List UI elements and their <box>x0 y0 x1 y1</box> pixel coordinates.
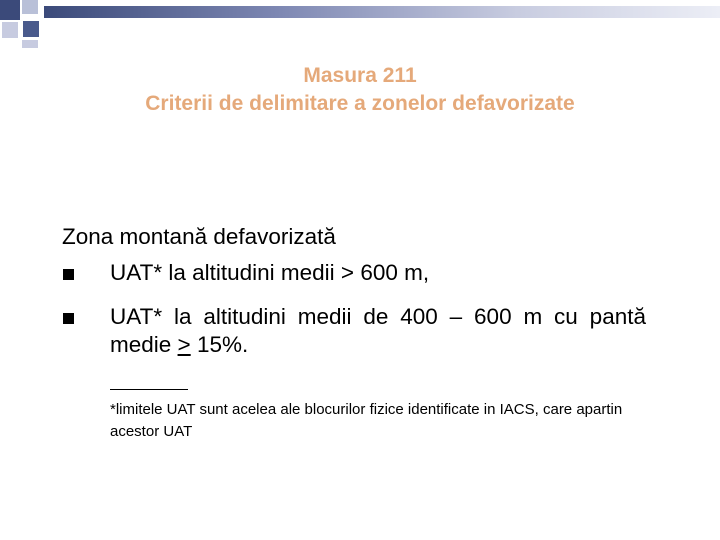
decor-square <box>20 18 42 40</box>
bullet-text: UAT* la altitudini medii > 600 m, <box>110 260 430 285</box>
footnote: *limitele UAT sunt acelea ale blocurilor fizice identificate in IACS, care apartin acestor UAT <box>110 401 623 440</box>
footnote-divider <box>110 389 188 390</box>
square-bullet-icon <box>63 313 74 324</box>
square-bullet-icon <box>63 269 74 280</box>
bullet-text-part: UAT* la altitudini medii de 400 – 600 m cu pantă medie <box>110 304 646 357</box>
decor-square <box>22 40 38 48</box>
decor-gradient-bar <box>44 6 720 18</box>
bullet-text <box>110 303 646 359</box>
slide-title: Masura 211 <box>303 64 417 87</box>
bullet-text-part: 15%. <box>190 332 249 357</box>
decor-square <box>0 0 20 20</box>
decor-square <box>2 22 18 38</box>
slide-subtitle: Criterii de delimitare a zonelor defavorizate <box>145 92 575 115</box>
decor-square <box>22 0 38 14</box>
underlined-symbol: > <box>177 332 191 357</box>
section-heading: Zona montană defavorizată <box>62 224 336 249</box>
